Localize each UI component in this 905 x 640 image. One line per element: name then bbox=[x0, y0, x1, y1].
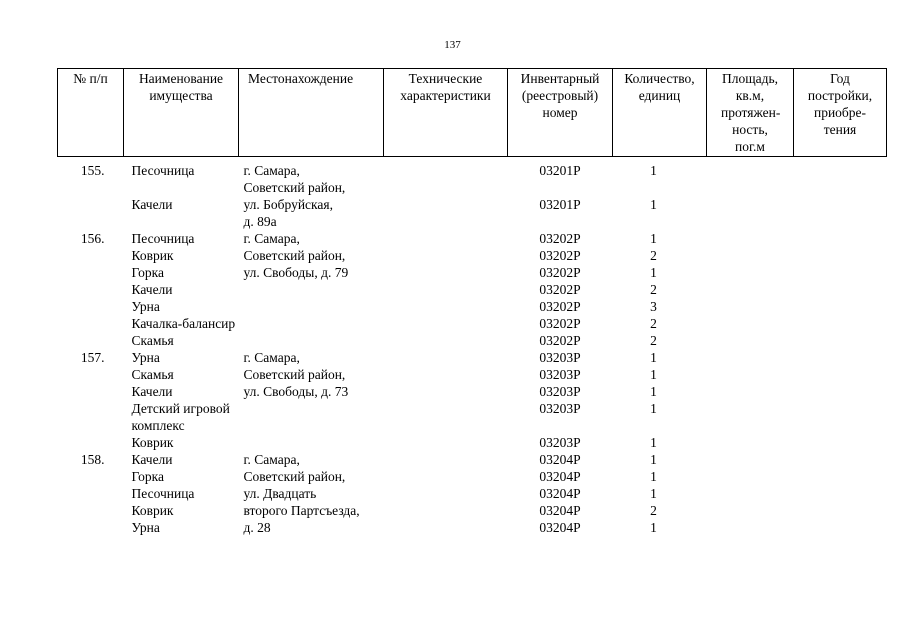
table-row bbox=[58, 366, 887, 383]
table-row bbox=[58, 281, 887, 298]
table-row bbox=[58, 349, 887, 366]
item-area bbox=[707, 468, 794, 485]
table-row bbox=[58, 434, 887, 451]
row-number bbox=[58, 298, 124, 315]
location-line: ул. Свободы, д. 79 bbox=[243, 264, 349, 280]
item-quantity: 1 bbox=[650, 196, 657, 212]
item-name: Горка bbox=[131, 468, 164, 484]
item-year bbox=[794, 519, 887, 536]
item-tech bbox=[384, 400, 508, 434]
row-number: 158. bbox=[80, 451, 105, 467]
item-inventory-number: 03202Р bbox=[539, 315, 581, 331]
row-number bbox=[58, 315, 124, 332]
item-tech bbox=[384, 519, 508, 536]
header-name: Наименование имущества bbox=[124, 69, 239, 157]
item-name: Качели bbox=[131, 196, 173, 212]
item-year bbox=[794, 366, 887, 383]
item-area bbox=[707, 281, 794, 298]
item-name: Качалка-балансир bbox=[131, 315, 236, 331]
location-line: ул. Свободы, д. 73 bbox=[243, 383, 349, 399]
item-area bbox=[707, 502, 794, 519]
item-year bbox=[794, 383, 887, 400]
item-tech bbox=[384, 383, 508, 400]
item-inventory-number: 03204Р bbox=[539, 502, 581, 518]
location-line: г. Самара, bbox=[243, 451, 300, 467]
row-number bbox=[58, 519, 124, 536]
item-name: Скамья bbox=[131, 366, 174, 382]
location-line: г. Самара, bbox=[243, 349, 300, 365]
item-area bbox=[707, 366, 794, 383]
header-tech: Технические характеристики bbox=[384, 69, 508, 157]
location-line: ул. Двадцать bbox=[243, 485, 317, 501]
item-tech bbox=[384, 315, 508, 332]
item-tech bbox=[384, 366, 508, 383]
item-quantity: 2 bbox=[650, 247, 657, 263]
location-line: г. Самара, bbox=[243, 230, 300, 246]
location-line: г. Самара, bbox=[243, 162, 300, 178]
header-quantity: Количество, единиц bbox=[613, 69, 707, 157]
item-year bbox=[794, 468, 887, 485]
item-quantity: 2 bbox=[650, 502, 657, 518]
item-year bbox=[794, 196, 887, 230]
item-tech bbox=[384, 332, 508, 349]
location-line: ул. Бобруйская, bbox=[243, 196, 333, 212]
row-number bbox=[58, 281, 124, 298]
item-name: Коврик bbox=[131, 247, 174, 263]
item-name: Качели bbox=[131, 383, 173, 399]
item-area bbox=[707, 451, 794, 468]
item-location bbox=[239, 230, 384, 349]
item-inventory-number: 03202Р bbox=[539, 264, 581, 280]
row-number: 155. bbox=[80, 162, 105, 178]
row-number bbox=[58, 264, 124, 281]
row-number bbox=[58, 383, 124, 400]
item-quantity: 2 bbox=[650, 332, 657, 348]
item-quantity: 1 bbox=[650, 162, 657, 178]
item-area bbox=[707, 434, 794, 451]
row-number bbox=[58, 468, 124, 485]
item-year bbox=[794, 434, 887, 451]
item-inventory-number: 03203Р bbox=[539, 366, 581, 382]
item-area bbox=[707, 298, 794, 315]
item-name: Песочница bbox=[131, 485, 195, 501]
item-area bbox=[707, 315, 794, 332]
row-number bbox=[58, 332, 124, 349]
row-number bbox=[58, 400, 124, 434]
item-quantity: 1 bbox=[650, 349, 657, 365]
item-location bbox=[239, 451, 384, 536]
row-number bbox=[58, 485, 124, 502]
item-tech bbox=[384, 247, 508, 264]
item-quantity: 1 bbox=[650, 230, 657, 246]
item-year bbox=[794, 298, 887, 315]
header-num: № п/п bbox=[58, 69, 124, 157]
item-year bbox=[794, 485, 887, 502]
item-area bbox=[707, 400, 794, 434]
item-quantity: 3 bbox=[650, 298, 657, 314]
table-row bbox=[58, 230, 887, 247]
item-inventory-number: 03204Р bbox=[539, 468, 581, 484]
item-inventory-number: 03204Р bbox=[539, 485, 581, 501]
header-area: Площадь, кв.м, протяжен-ность, пог.м bbox=[707, 69, 794, 157]
item-name: Скамья bbox=[131, 332, 174, 348]
item-inventory-number: 03202Р bbox=[539, 230, 581, 246]
row-number: 156. bbox=[80, 230, 105, 246]
location-line: д. 89а bbox=[243, 213, 277, 229]
item-year bbox=[794, 332, 887, 349]
table-body bbox=[58, 157, 887, 536]
item-tech bbox=[384, 468, 508, 485]
item-name: Качели bbox=[131, 451, 173, 467]
row-number bbox=[58, 502, 124, 519]
table-row bbox=[58, 519, 887, 536]
item-tech bbox=[384, 162, 508, 196]
item-area bbox=[707, 230, 794, 247]
item-area bbox=[707, 247, 794, 264]
item-year bbox=[794, 247, 887, 264]
item-area bbox=[707, 196, 794, 230]
row-number bbox=[58, 247, 124, 264]
table-row bbox=[58, 264, 887, 281]
item-inventory-number: 03203Р bbox=[539, 400, 581, 416]
item-quantity: 1 bbox=[650, 264, 657, 280]
item-tech bbox=[384, 264, 508, 281]
item-year bbox=[794, 315, 887, 332]
item-quantity: 1 bbox=[650, 434, 657, 450]
table-row bbox=[58, 298, 887, 315]
table-row bbox=[58, 400, 887, 434]
row-number bbox=[58, 366, 124, 383]
item-area bbox=[707, 519, 794, 536]
table-row bbox=[58, 451, 887, 468]
item-area bbox=[707, 383, 794, 400]
item-area bbox=[707, 332, 794, 349]
item-area bbox=[707, 349, 794, 366]
table-row bbox=[58, 247, 887, 264]
item-year bbox=[794, 230, 887, 247]
page-number: 137 bbox=[444, 39, 461, 51]
item-name: Детский игровой комплекс bbox=[131, 400, 230, 433]
item-area bbox=[707, 162, 794, 196]
item-tech bbox=[384, 298, 508, 315]
item-year bbox=[794, 349, 887, 366]
item-quantity: 2 bbox=[650, 315, 657, 331]
item-inventory-number: 03203Р bbox=[539, 349, 581, 365]
item-quantity: 1 bbox=[650, 485, 657, 501]
table-row bbox=[58, 162, 887, 196]
item-name: Урна bbox=[131, 298, 160, 314]
item-name: Песочница bbox=[131, 230, 195, 246]
item-inventory-number: 03204Р bbox=[539, 451, 581, 467]
item-name: Коврик bbox=[131, 502, 174, 518]
property-register-table bbox=[57, 68, 887, 536]
item-inventory-number: 03201Р bbox=[539, 162, 581, 178]
item-inventory-number: 03202Р bbox=[539, 247, 581, 263]
location-line: Советский район, bbox=[243, 179, 346, 195]
table-row bbox=[58, 196, 887, 230]
item-tech bbox=[384, 196, 508, 230]
header-row bbox=[58, 69, 887, 157]
item-name: Коврик bbox=[131, 434, 174, 450]
table-row bbox=[58, 485, 887, 502]
item-area bbox=[707, 485, 794, 502]
table-row bbox=[58, 468, 887, 485]
item-tech bbox=[384, 485, 508, 502]
item-area bbox=[707, 264, 794, 281]
table-row bbox=[58, 502, 887, 519]
item-name: Урна bbox=[131, 519, 160, 535]
header-location: Местонахождение bbox=[239, 69, 384, 157]
item-tech bbox=[384, 230, 508, 247]
location-line: Советский район, bbox=[243, 468, 346, 484]
item-tech bbox=[384, 502, 508, 519]
item-year bbox=[794, 264, 887, 281]
item-quantity: 1 bbox=[650, 451, 657, 467]
location-line: д. 28 bbox=[243, 519, 271, 535]
item-quantity: 1 bbox=[650, 468, 657, 484]
item-quantity: 1 bbox=[650, 519, 657, 535]
item-year bbox=[794, 400, 887, 434]
location-line: Советский район, bbox=[243, 366, 346, 382]
item-year bbox=[794, 451, 887, 468]
item-inventory-number: 03204Р bbox=[539, 519, 581, 535]
item-tech bbox=[384, 281, 508, 298]
item-name: Урна bbox=[131, 349, 160, 365]
item-location bbox=[239, 162, 384, 230]
header-year: Год постройки, приобре-тения bbox=[794, 69, 887, 157]
location-line: второго Партсъезда, bbox=[243, 502, 360, 518]
item-location bbox=[239, 349, 384, 451]
table-row bbox=[58, 315, 887, 332]
table-header bbox=[58, 69, 887, 157]
item-tech bbox=[384, 434, 508, 451]
item-inventory-number: 03202Р bbox=[539, 332, 581, 348]
row-number bbox=[58, 434, 124, 451]
location-line: Советский район, bbox=[243, 247, 346, 263]
item-tech bbox=[384, 451, 508, 468]
row-number: 157. bbox=[80, 349, 105, 365]
item-name: Песочница bbox=[131, 162, 195, 178]
header-inventory: Инвентарный (реестровый) номер bbox=[508, 69, 613, 157]
item-inventory-number: 03202Р bbox=[539, 281, 581, 297]
item-quantity: 1 bbox=[650, 383, 657, 399]
item-quantity: 1 bbox=[650, 400, 657, 416]
item-quantity: 1 bbox=[650, 366, 657, 382]
item-tech bbox=[384, 349, 508, 366]
item-inventory-number: 03202Р bbox=[539, 298, 581, 314]
item-quantity: 2 bbox=[650, 281, 657, 297]
table-row bbox=[58, 383, 887, 400]
item-inventory-number: 03203Р bbox=[539, 434, 581, 450]
item-inventory-number: 03201Р bbox=[539, 196, 581, 212]
item-inventory-number: 03203Р bbox=[539, 383, 581, 399]
item-year bbox=[794, 162, 887, 196]
item-name: Качели bbox=[131, 281, 173, 297]
item-year bbox=[794, 502, 887, 519]
item-year bbox=[794, 281, 887, 298]
item-name: Горка bbox=[131, 264, 164, 280]
row-number bbox=[58, 196, 124, 230]
table-row bbox=[58, 332, 887, 349]
